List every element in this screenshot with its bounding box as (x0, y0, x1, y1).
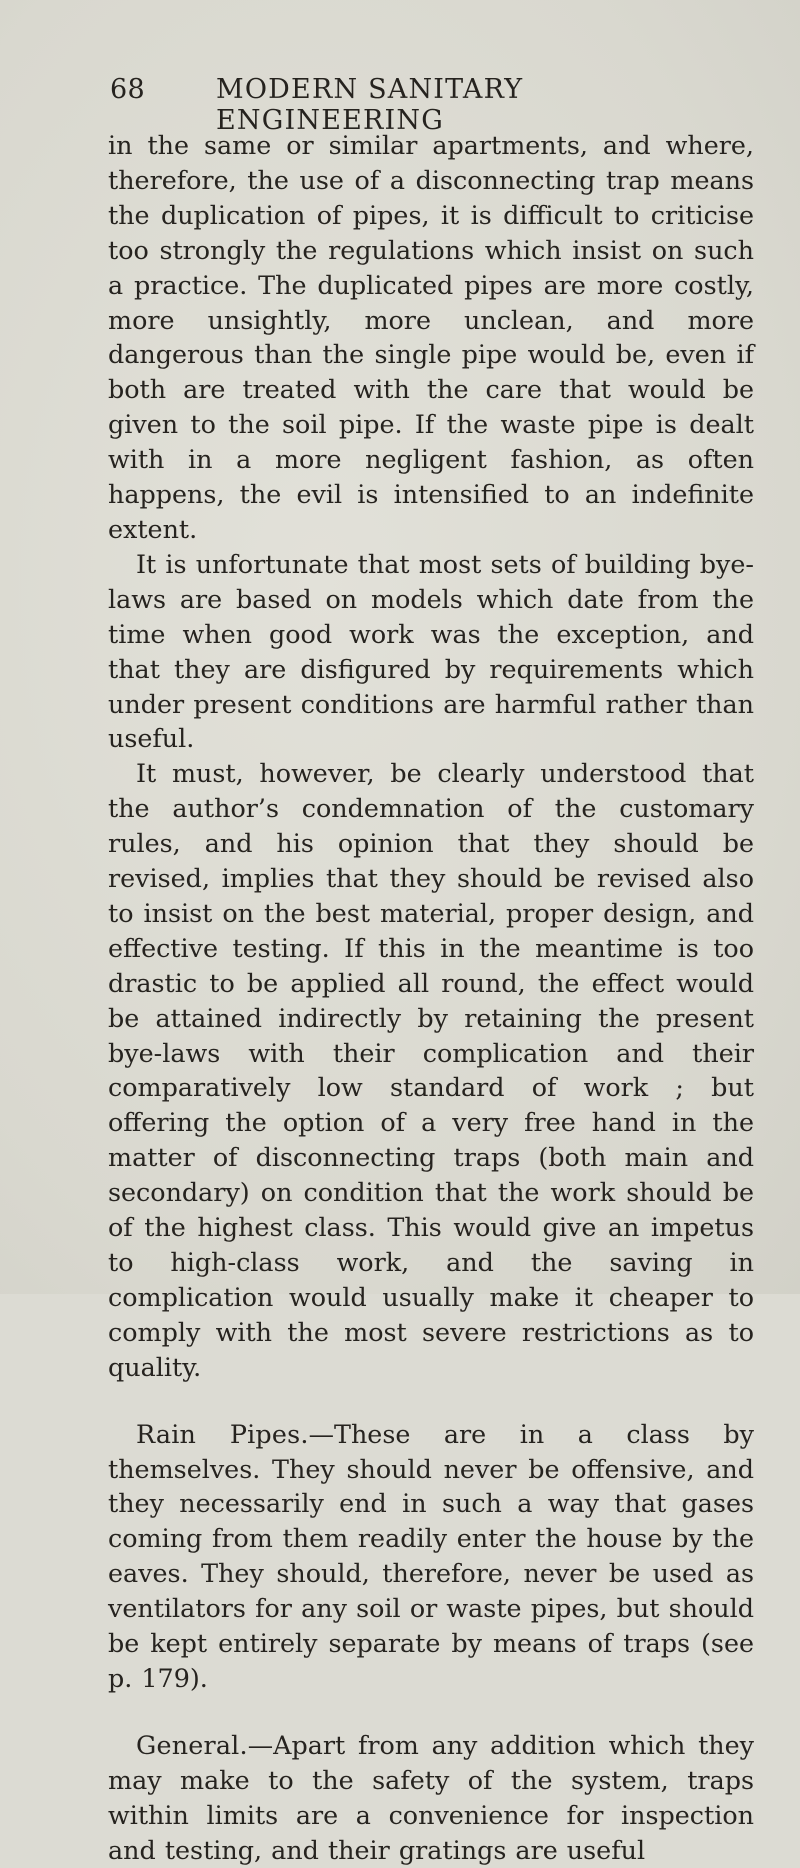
section-lead-rain-pipes: Rain Pipes. (136, 1418, 309, 1449)
page-number: 68 (110, 74, 145, 105)
paragraph-text: —These are in a class by themselves. They should never be offensive, and they necessarily end in such a way that gases coming from them readily enter the house by the eaves. They should, therefore, never be used as ventilators for any soil or waste pipes, but should be kept entirely separate by means of traps (see p. 179). (108, 1418, 755, 1693)
body-text (108, 128, 754, 1868)
paragraph-general (108, 1728, 754, 1868)
paragraph-rain-pipes (108, 1417, 754, 1696)
section-lead-general: General. (136, 1729, 248, 1760)
running-title: MODERN SANITARY ENGINEERING (216, 74, 524, 136)
paragraph-bye-laws (108, 547, 754, 756)
paragraph-text: —Apart from any addition which they may make to the safety of the system, traps within limits are a convenience for inspection and testing, and their gratings are useful (108, 1729, 754, 1865)
paragraph-text: in the same or similar apartments, and where, therefore, the use of a disconnecting trap means the duplication of pipes, it is difficult to criticise too strongly the regulations which insist on such a practice. The duplicated pipes are more costly, more unsightly, more unclean, and more dangerous than the single pipe would be, even if both are treated with the care that would be given to the soil pipe. If the waste pipe is dealt with in a more negligent fashion, as often happens, the evil is intensified to an indefinite extent. (108, 130, 754, 544)
paragraph-text: It must, however, be clearly understood that the author’s condemnation of the customary rules, and his opinion that they should be revised, implies that they should be revised also to insist on the best material, proper design, and effective testing. If this in the meantime is too drastic to be applied all round, the effect would be attained indirectly by retaining the present bye-laws with their complication and their comparatively low standard of work ; but offering the option of a very free hand in the matter of disconnecting traps (both main and secondary) on condition that the work should be of the highest class. This would give an impetus to high-class work, and the saving in complication would usually make it cheaper to comply with the most severe restrictions as to quality. (108, 758, 754, 1382)
paragraph-author-condemnation (108, 756, 754, 1384)
running-head (110, 74, 750, 136)
paragraph-trap-duplication (108, 128, 754, 547)
paragraph-text: It is unfortunate that most sets of building bye-laws are based on models which date from the time when good work was the exception, and that they are disfigured by requirements which under present conditions are harmful rather than useful. (108, 548, 754, 754)
